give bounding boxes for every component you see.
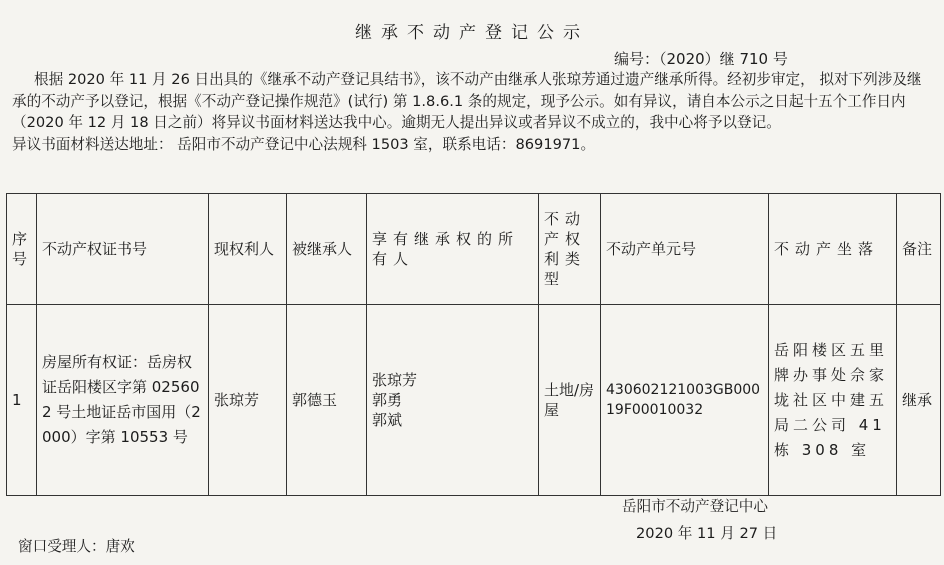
header-remark: 备注 bbox=[897, 194, 941, 305]
heir-name: 郭勇 bbox=[372, 391, 403, 409]
cell-cert-no: 房屋所有权证：岳房权证岳阳楼区字第 025602 号土地证岳市国用（2000）字第 10553 号 bbox=[37, 305, 209, 496]
cell-heirs bbox=[367, 305, 539, 496]
document-number: 编号：（2020）继 710 号 bbox=[614, 50, 788, 68]
window-clerk: 窗口受理人：唐欢 bbox=[18, 538, 135, 555]
cell-current-owner: 张琼芳 bbox=[209, 305, 287, 496]
cell-deceased: 郭德玉 bbox=[287, 305, 367, 496]
header-current-owner: 现权利人 bbox=[209, 194, 287, 305]
table-header-row bbox=[7, 194, 941, 305]
issue-date: 2020 年 11 月 27 日 bbox=[636, 525, 778, 542]
header-right-type: 不动产权利类型 bbox=[539, 194, 601, 305]
cell-remark: 继承 bbox=[897, 305, 941, 496]
table-row bbox=[7, 305, 941, 496]
registration-table bbox=[6, 193, 941, 496]
header-no: 序号 bbox=[7, 194, 37, 305]
objection-address: 异议书面材料送达地址： 岳阳市不动产登记中心法规科 1503 室，联系电话：8691971。 bbox=[12, 135, 596, 153]
heir-name: 张琼芳 bbox=[372, 371, 418, 389]
header-cert-no: 不动产权证书号 bbox=[37, 194, 209, 305]
notice-body bbox=[12, 69, 932, 155]
cell-location: 岳阳楼区五里牌办事处佘家垅社区中建五局二公司 41 栋 308 室 bbox=[769, 305, 897, 496]
heir-name: 郭斌 bbox=[372, 411, 403, 429]
header-deceased: 被继承人 bbox=[287, 194, 367, 305]
header-heirs: 享有继承权的所有人 bbox=[367, 194, 539, 305]
cell-unit-no: 430602121003GB00019F00010032 bbox=[601, 305, 769, 496]
header-unit-no: 不动产单元号 bbox=[601, 194, 769, 305]
header-location: 不动产坐落 bbox=[769, 194, 897, 305]
notice-title: 继承不动产登记公示 bbox=[355, 23, 589, 43]
notice-paragraph: 根据 2020 年 11 月 26 日出具的《继承不动产登记具结书》，该不动产由继承人张琼芳通过遗产继承所得。经初步审定， 拟对下列涉及继承的不动产予以登记，根据《不动产登记操作规范》(试行) 第 1.8.6.1 条的规定，现予公示。如有异议，请自本公示之日起十五个工作日内（2020 年 12 月 18 日之前）将异议书面材料送达我中心。逾期无人提出异议或者异议不成立的，我中心将予以登记。 bbox=[12, 71, 922, 131]
cell-no: 1 bbox=[7, 305, 37, 496]
cell-right-type: 土地/房屋 bbox=[539, 305, 601, 496]
issuing-authority: 岳阳市不动产登记中心 bbox=[622, 498, 768, 515]
